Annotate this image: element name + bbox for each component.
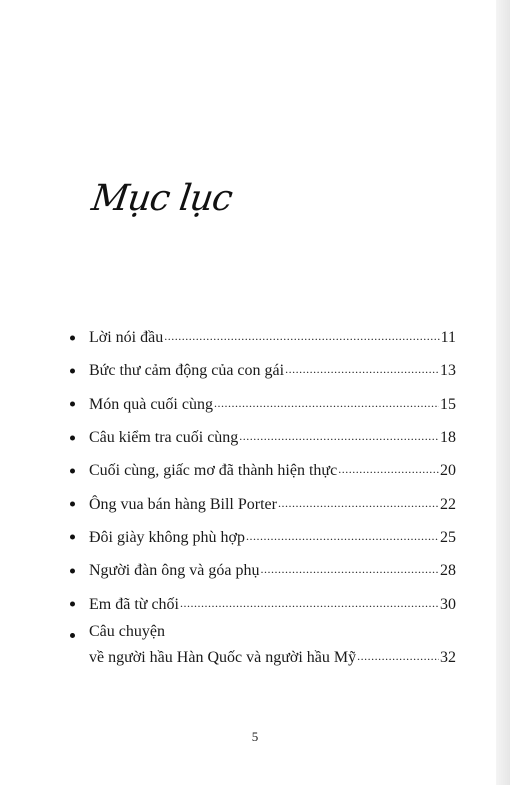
toc-entry-title: Ông vua bán hàng Bill Porter	[89, 495, 277, 513]
toc-entry-title: Món quà cuối cùng	[89, 395, 213, 413]
toc-entry[interactable]	[70, 587, 456, 620]
toc-entry-title-line2: về người hầu Hàn Quốc và người hầu Mỹ	[89, 648, 357, 666]
toc-entry-page: 30	[440, 595, 456, 613]
toc-entry-row	[70, 495, 456, 514]
toc-entry-page: 28	[440, 562, 456, 580]
toc-entry-row	[70, 395, 456, 414]
toc-entry[interactable]	[70, 321, 456, 354]
toc-entry-page: 18	[440, 429, 456, 447]
bullet-icon	[70, 633, 75, 638]
dot-leader	[180, 595, 439, 609]
toc-entry[interactable]	[70, 421, 456, 454]
toc-entry-title: Cuối cùng, giấc mơ đã thành hiện thực	[89, 462, 338, 480]
toc-entry[interactable]	[70, 388, 456, 421]
bullet-icon	[70, 568, 75, 573]
toc-entry-page: 32	[440, 648, 456, 666]
bullet-icon	[70, 435, 75, 440]
dot-leader	[214, 395, 439, 409]
bullet-icon	[70, 602, 75, 607]
toc-entry-row	[70, 595, 456, 614]
dot-leader	[260, 561, 439, 575]
dot-leader	[357, 648, 439, 662]
toc-entry-row	[70, 328, 456, 347]
dot-leader	[285, 361, 439, 375]
toc-entry-page: 11	[440, 329, 456, 347]
dot-leader	[338, 461, 439, 475]
page-number: 5	[251, 729, 259, 744]
toc-entry-title: Câu kiểm tra cuối cùng	[89, 429, 239, 447]
bullet-icon	[70, 368, 75, 373]
toc-entry[interactable]	[70, 454, 456, 487]
toc-entry-row	[70, 361, 456, 380]
toc-entry-row	[70, 428, 456, 447]
toc-entry[interactable]	[70, 487, 456, 520]
dot-leader	[164, 328, 439, 342]
page-title: Mục lục	[89, 178, 235, 219]
toc-entry-title: Lời nói đầu	[89, 329, 164, 347]
dot-leader	[246, 528, 439, 542]
toc-entry[interactable]	[70, 521, 456, 554]
toc-entry-page: 22	[440, 495, 456, 513]
toc-entry-page: 25	[440, 528, 456, 546]
toc-entry-row	[70, 561, 456, 580]
toc-entry-page: 13	[440, 362, 456, 380]
toc-entry-title: Bức thư cảm động của con gái	[89, 362, 285, 380]
bullet-icon	[70, 468, 75, 473]
dot-leader	[239, 428, 439, 442]
toc-entry[interactable]	[70, 554, 456, 587]
toc-entry-page: 15	[440, 395, 456, 413]
toc-entry-title: Em đã từ chối	[89, 595, 179, 613]
toc-entry-title-line1: Câu chuyện	[89, 622, 165, 640]
table-of-contents	[70, 321, 456, 680]
toc-entry[interactable]	[70, 354, 456, 387]
dot-leader	[278, 495, 439, 509]
toc-entry[interactable]	[70, 622, 456, 680]
bullet-icon	[70, 402, 75, 407]
toc-entry-title: Người đàn ông và góa phụ	[89, 562, 260, 580]
bullet-icon	[70, 335, 75, 340]
toc-entry-row	[70, 528, 456, 547]
bullet-icon	[70, 535, 75, 540]
toc-entry-page: 20	[440, 462, 456, 480]
page-edge-shadow	[496, 0, 510, 785]
toc-entry-row	[70, 648, 456, 667]
toc-entry-title: Đôi giày không phù hợp	[89, 528, 246, 546]
toc-entry-row	[70, 461, 456, 480]
bullet-icon	[70, 502, 75, 507]
